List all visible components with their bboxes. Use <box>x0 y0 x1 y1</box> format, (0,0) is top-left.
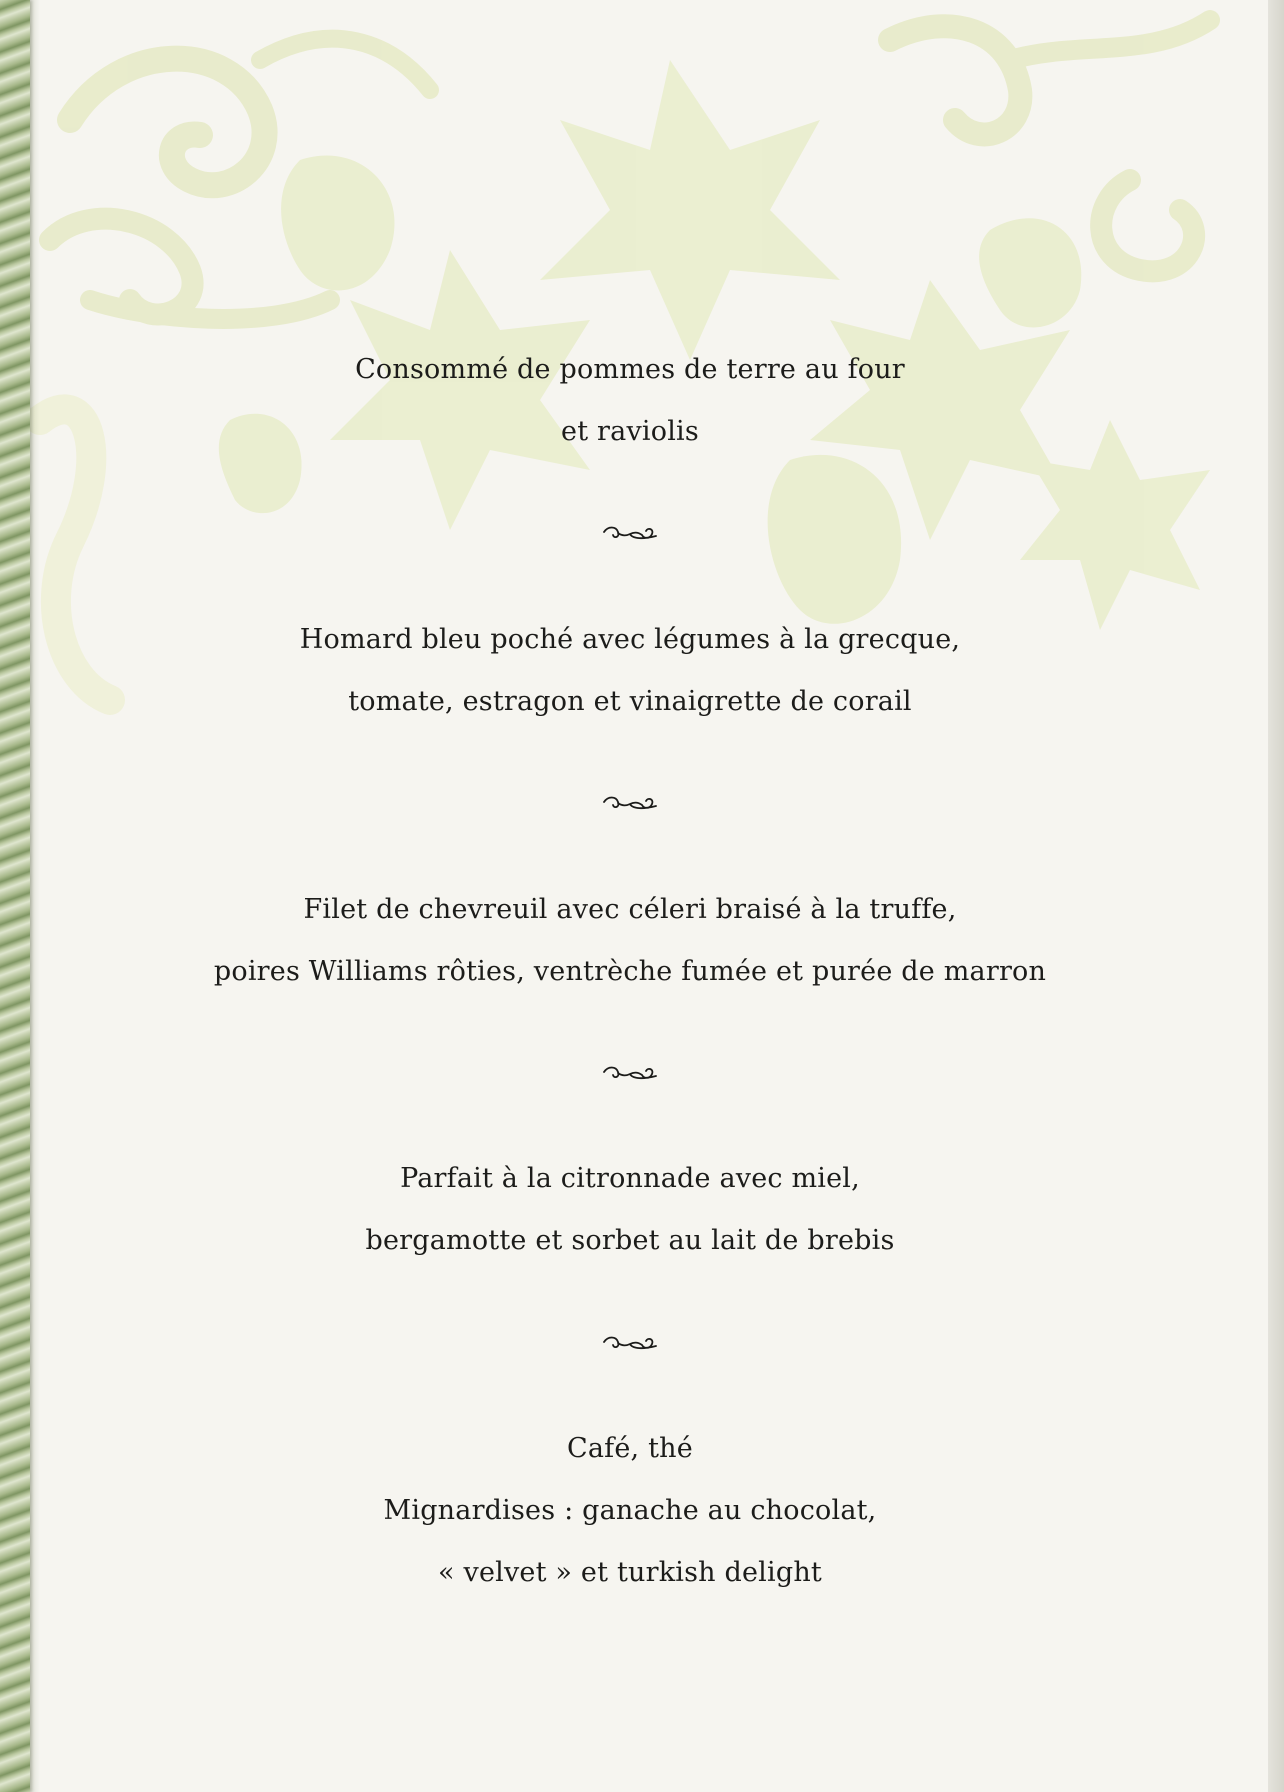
course-line: Filet de chevreuil avec céleri braisé à la truffe, <box>303 894 957 925</box>
flourish-divider-icon <box>600 1334 660 1354</box>
course-dessert <box>40 1148 1220 1272</box>
flourish-divider-icon <box>600 1064 660 1084</box>
course-line: « velvet » et turkish delight <box>438 1557 822 1588</box>
course-lobster <box>40 609 1220 733</box>
course-line: tomate, estragon et vinaigrette de corail <box>348 686 912 717</box>
course-line: Café, thé <box>567 1433 693 1464</box>
flourish-divider-icon <box>600 524 660 544</box>
page-edge <box>1268 0 1284 1792</box>
course-venison <box>40 879 1220 1003</box>
course-line: poires Williams rôties, ventrèche fumée et purée de marron <box>213 956 1047 987</box>
cord-shadow <box>30 0 40 1792</box>
course-line: Parfait à la citronnade avec miel, <box>400 1163 860 1194</box>
course-line: bergamotte et sorbet au lait de brebis <box>365 1225 895 1256</box>
course-starter <box>40 339 1220 463</box>
course-coffee <box>40 1418 1220 1604</box>
course-line: Homard bleu poché avec légumes à la grecque, <box>299 624 961 655</box>
course-line: Mignardises : ganache au chocolat, <box>383 1495 877 1526</box>
course-line: et raviolis <box>561 416 699 447</box>
decorative-cord <box>0 0 30 1792</box>
flourish-divider-icon <box>600 794 660 814</box>
course-line: Consommé de pommes de terre au four <box>355 354 905 385</box>
